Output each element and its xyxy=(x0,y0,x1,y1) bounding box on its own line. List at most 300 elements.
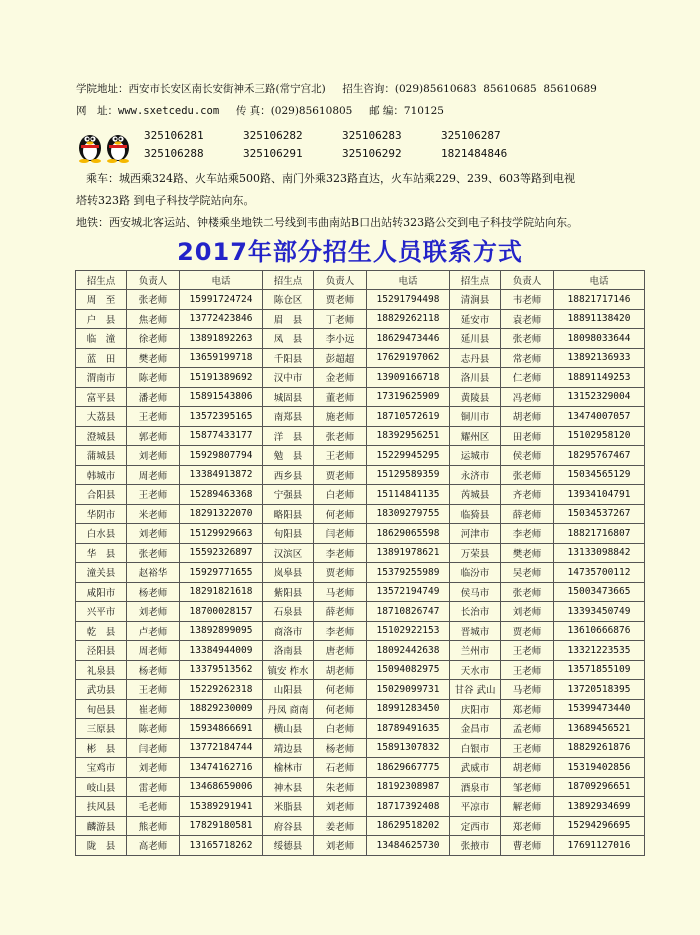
phone-cell: 15934866691 xyxy=(180,719,263,739)
contact-person-cell: 白老师 xyxy=(314,485,367,505)
contact-info xyxy=(76,78,676,122)
phone-cell: 17629197062 xyxy=(367,348,450,368)
contact-person-cell: 赵裕华 xyxy=(127,563,180,583)
phone-cell: 13772184744 xyxy=(180,738,263,758)
contact-person-cell: 仁老师 xyxy=(501,368,554,388)
table-row xyxy=(76,329,645,349)
phone-cell: 15029099731 xyxy=(367,680,450,700)
location-cell: 石泉县 xyxy=(263,602,314,622)
contact-person-cell: 孟老师 xyxy=(501,719,554,739)
table-row xyxy=(76,680,645,700)
location-cell: 武功县 xyxy=(76,680,127,700)
location-cell: 旬阳县 xyxy=(263,524,314,544)
phone-cell: 15291794498 xyxy=(367,290,450,310)
contact-person-cell: 吴老师 xyxy=(501,563,554,583)
location-cell: 富平县 xyxy=(76,387,127,407)
phone-cell: 15877433177 xyxy=(180,426,263,446)
column-header: 负责人 xyxy=(501,271,554,290)
location-cell: 西乡县 xyxy=(263,465,314,485)
contact-person-cell: 李小远 xyxy=(314,329,367,349)
location-cell: 天水市 xyxy=(450,660,501,680)
location-cell: 绥德县 xyxy=(263,836,314,856)
contact-person-cell: 马老师 xyxy=(501,680,554,700)
phone-cell: 15891307832 xyxy=(367,738,450,758)
table-row xyxy=(76,797,645,817)
location-cell: 延安市 xyxy=(450,309,501,329)
contact-person-cell: 冯老师 xyxy=(501,387,554,407)
location-cell: 靖边县 xyxy=(263,738,314,758)
contact-person-cell: 王老师 xyxy=(501,660,554,680)
phone-cell: 17829180581 xyxy=(180,816,263,836)
qq-number: 1821484846 xyxy=(441,147,508,160)
fax-value: (029)85610805 xyxy=(270,105,353,117)
contact-person-cell: 刘老师 xyxy=(127,446,180,466)
phone-cell: 15592326897 xyxy=(180,543,263,563)
contact-person-cell: 周老师 xyxy=(127,641,180,661)
contact-person-cell: 贾老师 xyxy=(314,290,367,310)
contact-person-cell: 王老师 xyxy=(127,407,180,427)
location-cell: 周 至 xyxy=(76,290,127,310)
table-header-row xyxy=(76,271,645,290)
column-header: 招生点 xyxy=(76,271,127,290)
location-cell: 大荔县 xyxy=(76,407,127,427)
contact-person-cell: 何老师 xyxy=(314,699,367,719)
table-row xyxy=(76,602,645,622)
phone-cell: 13909166718 xyxy=(367,368,450,388)
contact-person-cell: 高老师 xyxy=(127,836,180,856)
location-cell: 张掖市 xyxy=(450,836,501,856)
table-row xyxy=(76,426,645,446)
phone-cell: 18629667775 xyxy=(367,758,450,778)
website-value[interactable]: www.sxetcedu.com xyxy=(118,105,220,117)
phone-cell: 13572395165 xyxy=(180,407,263,427)
contact-person-cell: 张老师 xyxy=(127,543,180,563)
recruiter-contact-table xyxy=(75,270,645,856)
table-row xyxy=(76,836,645,856)
location-cell: 横山县 xyxy=(263,719,314,739)
location-cell: 三原县 xyxy=(76,719,127,739)
phone-cell: 18295767467 xyxy=(554,446,645,466)
phone-cell: 18829230009 xyxy=(180,699,263,719)
phone-cell: 15229262318 xyxy=(180,680,263,700)
location-cell: 兰州市 xyxy=(450,641,501,661)
contact-person-cell: 马老师 xyxy=(314,582,367,602)
phone-cell: 15034565129 xyxy=(554,465,645,485)
column-header: 负责人 xyxy=(314,271,367,290)
location-cell: 临猗县 xyxy=(450,504,501,524)
phone-cell: 15289463368 xyxy=(180,485,263,505)
phone-cell: 18891138420 xyxy=(554,309,645,329)
location-cell: 渭南市 xyxy=(76,368,127,388)
contact-person-cell: 焦老师 xyxy=(127,309,180,329)
phone-cell: 15114841135 xyxy=(367,485,450,505)
contact-person-cell: 刘老师 xyxy=(314,836,367,856)
contact-person-cell: 石老师 xyxy=(314,758,367,778)
location-cell: 武威市 xyxy=(450,758,501,778)
location-cell: 旬邑县 xyxy=(76,699,127,719)
phone-cell: 17691127016 xyxy=(554,836,645,856)
contact-person-cell: 刘老师 xyxy=(127,524,180,544)
contact-person-cell: 王老师 xyxy=(127,680,180,700)
table-row xyxy=(76,758,645,778)
contact-person-cell: 王老师 xyxy=(127,485,180,505)
phone-cell: 18291322070 xyxy=(180,504,263,524)
qq-number: 325106291 xyxy=(243,147,303,160)
table-row xyxy=(76,816,645,836)
contact-person-cell: 闫老师 xyxy=(127,738,180,758)
column-header: 电话 xyxy=(554,271,645,290)
phone-cell: 18991283450 xyxy=(367,699,450,719)
phone-cell: 13892934699 xyxy=(554,797,645,817)
phone-cell: 15003473665 xyxy=(554,582,645,602)
location-cell: 潼关县 xyxy=(76,563,127,583)
contact-person-cell: 郑老师 xyxy=(501,816,554,836)
contact-person-cell: 胡老师 xyxy=(314,660,367,680)
phone-cell: 13720518395 xyxy=(554,680,645,700)
phone-cell: 13891892263 xyxy=(180,329,263,349)
phone-cell: 18717392408 xyxy=(367,797,450,817)
location-cell: 运城市 xyxy=(450,446,501,466)
contact-person-cell: 王老师 xyxy=(314,446,367,466)
contact-person-cell: 李老师 xyxy=(314,543,367,563)
phone-cell: 18709296651 xyxy=(554,777,645,797)
location-cell: 黄陵县 xyxy=(450,387,501,407)
location-cell: 芮城县 xyxy=(450,485,501,505)
contact-person-cell: 熊老师 xyxy=(127,816,180,836)
address-value: 西安市长安区南长安街神禾三路(常宁宫北) xyxy=(128,83,326,95)
phone-cell: 15034537267 xyxy=(554,504,645,524)
contact-person-cell: 曹老师 xyxy=(501,836,554,856)
contact-person-cell: 田老师 xyxy=(501,426,554,446)
phone-cell: 13384913872 xyxy=(180,465,263,485)
location-cell: 耀州区 xyxy=(450,426,501,446)
table-row xyxy=(76,719,645,739)
location-cell: 华 县 xyxy=(76,543,127,563)
contact-person-cell: 张老师 xyxy=(127,290,180,310)
phone-cell: 13892899095 xyxy=(180,621,263,641)
table-row xyxy=(76,465,645,485)
contact-person-cell: 金老师 xyxy=(314,368,367,388)
location-cell: 华阴市 xyxy=(76,504,127,524)
contact-person-cell: 毛老师 xyxy=(127,797,180,817)
phone-cell: 13384944009 xyxy=(180,641,263,661)
location-cell: 志丹县 xyxy=(450,348,501,368)
postcode-label: 邮 编： xyxy=(369,105,404,117)
qq-number: 325106282 xyxy=(243,129,303,142)
contact-person-cell: 刘老师 xyxy=(501,602,554,622)
contact-person-cell: 薛老师 xyxy=(501,504,554,524)
phone-cell: 15929771655 xyxy=(180,563,263,583)
phone-cell: 18829261876 xyxy=(554,738,645,758)
table-row xyxy=(76,524,645,544)
contact-person-cell: 胡老师 xyxy=(501,407,554,427)
qq-number: 325106283 xyxy=(342,129,402,142)
phone-cell: 17319625909 xyxy=(367,387,450,407)
location-cell: 长治市 xyxy=(450,602,501,622)
contact-person-cell: 朱老师 xyxy=(314,777,367,797)
location-cell: 麟游县 xyxy=(76,816,127,836)
phone-cell: 15094082975 xyxy=(367,660,450,680)
subway-directions: 地铁：西安城北客运站、钟楼乘坐地铁二号线到韦曲南站B口出站转323路公交到电子科技学院站向东。 xyxy=(76,216,579,229)
contact-person-cell: 杨老师 xyxy=(127,660,180,680)
consult-label: 招生咨询： xyxy=(342,83,395,95)
contact-person-cell: 邹老师 xyxy=(501,777,554,797)
location-cell: 白水县 xyxy=(76,524,127,544)
phone-cell: 15399473440 xyxy=(554,699,645,719)
contact-person-cell: 郭老师 xyxy=(127,426,180,446)
page-title: 2017年部分招生人员联系方式 xyxy=(177,238,523,266)
column-header: 招生点 xyxy=(263,271,314,290)
contact-person-cell: 施老师 xyxy=(314,407,367,427)
contact-person-cell: 李老师 xyxy=(314,621,367,641)
location-cell: 商洛市 xyxy=(263,621,314,641)
web-line xyxy=(76,100,676,122)
contact-person-cell: 王老师 xyxy=(501,641,554,661)
location-cell: 侯马市 xyxy=(450,582,501,602)
location-cell: 河津市 xyxy=(450,524,501,544)
phone-cell: 14735700112 xyxy=(554,563,645,583)
address-line xyxy=(76,78,676,100)
address-label: 学院地址： xyxy=(76,83,129,95)
location-cell: 南郑县 xyxy=(263,407,314,427)
contact-person-cell: 陈老师 xyxy=(127,719,180,739)
phone-cell: 15229945295 xyxy=(367,446,450,466)
location-cell: 宝鸡市 xyxy=(76,758,127,778)
contact-person-cell: 常老师 xyxy=(501,348,554,368)
phone-cell: 15102922153 xyxy=(367,621,450,641)
phone-cell: 13571855109 xyxy=(554,660,645,680)
contact-person-cell: 齐老师 xyxy=(501,485,554,505)
location-cell: 城固县 xyxy=(263,387,314,407)
phone-cell: 13321223535 xyxy=(554,641,645,661)
phone-cell: 18821717146 xyxy=(554,290,645,310)
location-cell: 合阳县 xyxy=(76,485,127,505)
location-cell: 镇安 柞水 xyxy=(263,660,314,680)
phone-cell: 13379513562 xyxy=(180,660,263,680)
location-cell: 清涧县 xyxy=(450,290,501,310)
contact-person-cell: 贾老师 xyxy=(501,621,554,641)
phone-cell: 18700028157 xyxy=(180,602,263,622)
phone-cell: 15891543806 xyxy=(180,387,263,407)
contact-person-cell: 侯老师 xyxy=(501,446,554,466)
location-cell: 定西市 xyxy=(450,816,501,836)
phone-cell: 15319402856 xyxy=(554,758,645,778)
qq-row xyxy=(144,127,614,145)
phone-cell: 15389291941 xyxy=(180,797,263,817)
qq-contacts xyxy=(76,127,676,165)
contact-person-cell: 张老师 xyxy=(314,426,367,446)
location-cell: 晋城市 xyxy=(450,621,501,641)
location-cell: 平凉市 xyxy=(450,797,501,817)
contact-person-cell: 樊老师 xyxy=(501,543,554,563)
phone-cell: 18829262118 xyxy=(367,309,450,329)
contact-person-cell: 李老师 xyxy=(501,524,554,544)
qq-number-grid xyxy=(144,127,614,163)
table-row xyxy=(76,309,645,329)
location-cell: 榆林市 xyxy=(263,758,314,778)
location-cell: 丹凤 商南 xyxy=(263,699,314,719)
phone-cell: 13659199718 xyxy=(180,348,263,368)
table-row xyxy=(76,368,645,388)
location-cell: 汉中市 xyxy=(263,368,314,388)
contact-person-cell: 徐老师 xyxy=(127,329,180,349)
contact-person-cell: 周老师 xyxy=(127,465,180,485)
table-row xyxy=(76,563,645,583)
contact-person-cell: 贾老师 xyxy=(314,563,367,583)
phone-cell: 15129589359 xyxy=(367,465,450,485)
contact-person-cell: 陈老师 xyxy=(127,368,180,388)
phone-cell: 13474007057 xyxy=(554,407,645,427)
contact-person-cell: 刘老师 xyxy=(127,758,180,778)
location-cell: 延川县 xyxy=(450,329,501,349)
location-cell: 永济市 xyxy=(450,465,501,485)
contact-person-cell: 韦老师 xyxy=(501,290,554,310)
location-cell: 庆阳市 xyxy=(450,699,501,719)
phone-cell: 13772423846 xyxy=(180,309,263,329)
column-header: 招生点 xyxy=(450,271,501,290)
phone-cell: 18098033644 xyxy=(554,329,645,349)
contact-person-cell: 姜老师 xyxy=(314,816,367,836)
contact-person-cell: 潘老师 xyxy=(127,387,180,407)
phone-cell: 13468659006 xyxy=(180,777,263,797)
contact-person-cell: 白老师 xyxy=(314,719,367,739)
phone-cell: 15991724724 xyxy=(180,290,263,310)
contact-person-cell: 闫老师 xyxy=(314,524,367,544)
table-row xyxy=(76,621,645,641)
location-cell: 眉 县 xyxy=(263,309,314,329)
phone-cell: 18309279755 xyxy=(367,504,450,524)
phone-cell: 18710826747 xyxy=(367,602,450,622)
contact-person-cell: 郑老师 xyxy=(501,699,554,719)
location-cell: 紫阳县 xyxy=(263,582,314,602)
contact-person-cell: 杨老师 xyxy=(127,582,180,602)
contact-person-cell: 刘老师 xyxy=(127,602,180,622)
contact-person-cell: 薛老师 xyxy=(314,602,367,622)
contact-person-cell: 解老师 xyxy=(501,797,554,817)
phone-cell: 13165718262 xyxy=(180,836,263,856)
contact-person-cell: 张老师 xyxy=(501,329,554,349)
location-cell: 神木县 xyxy=(263,777,314,797)
phone-cell: 18789491635 xyxy=(367,719,450,739)
contact-person-cell: 张老师 xyxy=(501,582,554,602)
fax-label: 传 真： xyxy=(235,105,271,117)
location-cell: 府谷县 xyxy=(263,816,314,836)
table-row xyxy=(76,641,645,661)
location-cell: 凤 县 xyxy=(263,329,314,349)
bus-directions: 乘车：城西乘324路、火车站乘500路、南门外乘323路直达，火车站乘229、239、603等路到电视 xyxy=(86,172,575,185)
location-cell: 彬 县 xyxy=(76,738,127,758)
location-cell: 汉滨区 xyxy=(263,543,314,563)
location-cell: 米脂县 xyxy=(263,797,314,817)
table-row xyxy=(76,407,645,427)
contact-person-cell: 张老师 xyxy=(501,465,554,485)
phone-cell: 18891149253 xyxy=(554,368,645,388)
location-cell: 户 县 xyxy=(76,309,127,329)
location-cell: 洛川县 xyxy=(450,368,501,388)
phone-cell: 13152329004 xyxy=(554,387,645,407)
qq-number: 325106287 xyxy=(441,129,501,142)
location-cell: 兴平市 xyxy=(76,602,127,622)
contact-person-cell: 王老师 xyxy=(501,738,554,758)
location-cell: 洛南县 xyxy=(263,641,314,661)
phone-cell: 13474162716 xyxy=(180,758,263,778)
column-header: 电话 xyxy=(180,271,263,290)
contact-person-cell: 彭超超 xyxy=(314,348,367,368)
location-cell: 礼泉县 xyxy=(76,660,127,680)
column-header: 电话 xyxy=(367,271,450,290)
website-label: 网 址： xyxy=(76,105,118,117)
table-row xyxy=(76,504,645,524)
table-row xyxy=(76,446,645,466)
postcode-value: 710125 xyxy=(403,105,444,117)
phone-cell: 18629473446 xyxy=(367,329,450,349)
phone-cell: 13393450749 xyxy=(554,602,645,622)
phone-cell: 15102958120 xyxy=(554,426,645,446)
phone-cell: 18291821618 xyxy=(180,582,263,602)
table-row xyxy=(76,387,645,407)
qq-number: 325106288 xyxy=(144,147,204,160)
location-cell: 万荣县 xyxy=(450,543,501,563)
contact-person-cell: 刘老师 xyxy=(314,797,367,817)
phone-cell: 18821716807 xyxy=(554,524,645,544)
phone-cell: 18192308987 xyxy=(367,777,450,797)
table-row xyxy=(76,777,645,797)
location-cell: 临汾市 xyxy=(450,563,501,583)
location-cell: 乾 县 xyxy=(76,621,127,641)
location-cell: 勉 县 xyxy=(263,446,314,466)
location-cell: 岐山县 xyxy=(76,777,127,797)
phone-cell: 13133098842 xyxy=(554,543,645,563)
location-cell: 白银市 xyxy=(450,738,501,758)
phone-cell: 15929807794 xyxy=(180,446,263,466)
phone-cell: 15191389692 xyxy=(180,368,263,388)
contact-person-cell: 胡老师 xyxy=(501,758,554,778)
phone-cell: 15129929663 xyxy=(180,524,263,544)
location-cell: 陇 县 xyxy=(76,836,127,856)
contact-person-cell: 崔老师 xyxy=(127,699,180,719)
phone-cell: 18629065598 xyxy=(367,524,450,544)
contact-person-cell: 袁老师 xyxy=(501,309,554,329)
table-row xyxy=(76,582,645,602)
qq-number: 325106292 xyxy=(342,147,402,160)
contact-person-cell: 卢老师 xyxy=(127,621,180,641)
location-cell: 千阳县 xyxy=(263,348,314,368)
location-cell: 蓝 田 xyxy=(76,348,127,368)
contact-person-cell: 何老师 xyxy=(314,504,367,524)
location-cell: 金昌市 xyxy=(450,719,501,739)
contact-person-cell: 米老师 xyxy=(127,504,180,524)
contact-person-cell: 雷老师 xyxy=(127,777,180,797)
phone-cell: 13892136933 xyxy=(554,348,645,368)
contact-person-cell: 唐老师 xyxy=(314,641,367,661)
location-cell: 甘谷 武山 xyxy=(450,680,501,700)
table-row xyxy=(76,738,645,758)
phone-cell: 13934104791 xyxy=(554,485,645,505)
phone-cell: 15294296695 xyxy=(554,816,645,836)
location-cell: 澄城县 xyxy=(76,426,127,446)
location-cell: 陈仓区 xyxy=(263,290,314,310)
phone-cell: 13610666876 xyxy=(554,621,645,641)
contact-person-cell: 董老师 xyxy=(314,387,367,407)
table-body xyxy=(76,290,645,856)
location-cell: 宁强县 xyxy=(263,485,314,505)
location-cell: 临 潼 xyxy=(76,329,127,349)
location-cell: 洋 县 xyxy=(263,426,314,446)
contact-person-cell: 丁老师 xyxy=(314,309,367,329)
qq-penguin-icon xyxy=(76,127,132,163)
qq-number: 325106281 xyxy=(144,129,204,142)
location-cell: 略阳县 xyxy=(263,504,314,524)
